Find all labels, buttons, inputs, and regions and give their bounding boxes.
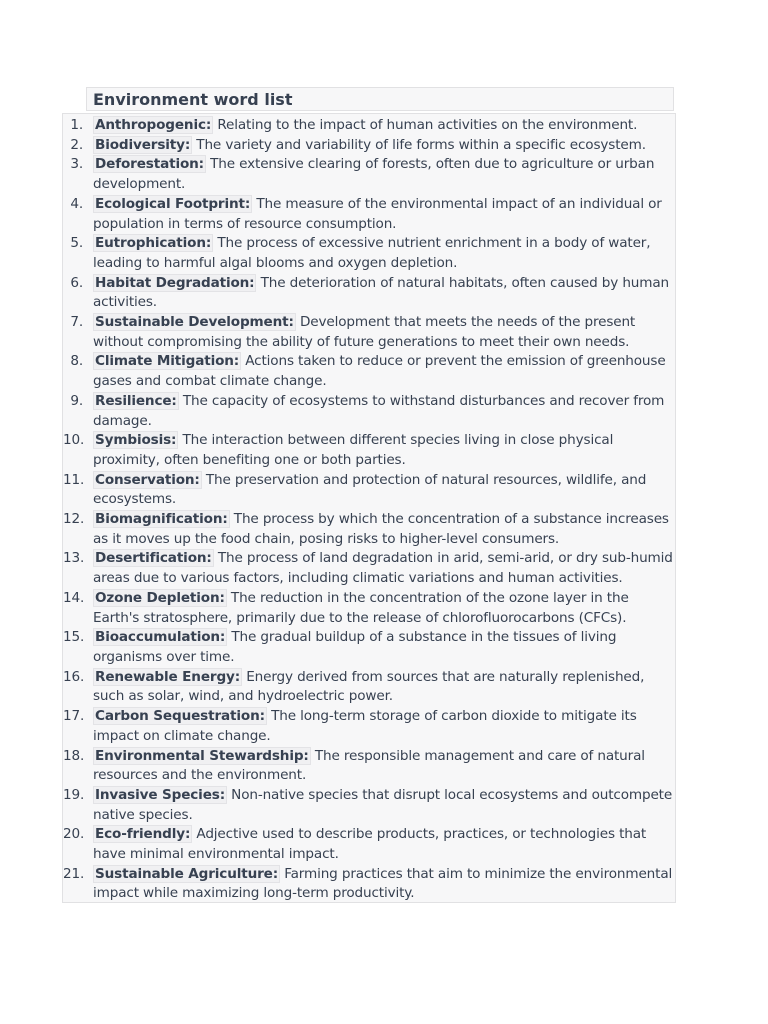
list-item: [63, 195, 675, 234]
item-number: 5.: [70, 235, 83, 252]
item-number: 21.: [63, 865, 85, 882]
item-number: 7.: [70, 314, 83, 331]
item-number: 6.: [70, 274, 83, 291]
item-number: 12.: [63, 511, 85, 528]
term-label: Climate Mitigation:: [95, 353, 240, 370]
list-item: [63, 352, 675, 391]
term-definition: The capacity of ecosystems to withstand disturbances and recover from damage.: [93, 392, 665, 429]
term-definition: The gradual buildup of a substance in the tissues of living organisms over time.: [93, 629, 617, 665]
item-number: 1.: [70, 117, 83, 133]
term-definition: The long-term storage of carbon dioxide to mitigate its impact on climate change.: [93, 708, 637, 744]
term-label: Renewable Energy:: [95, 668, 241, 685]
term-definition: The process of excessive nutrient enrichment in a body of water, leading to harmful algal blooms and oxygen depletion.: [93, 235, 651, 271]
term-definition: Energy derived from sources that are naturally replenished, such as solar, wind, and hydroelectric power.: [93, 668, 645, 705]
list-item: [63, 825, 675, 864]
list-item: [63, 313, 675, 352]
term-label: Environmental Stewardship:: [95, 747, 309, 764]
item-number: 14.: [63, 589, 85, 606]
term-definition: Adjective used to describe products, practices, or technologies that have minimal environmental impact.: [93, 826, 647, 863]
item-number: 15.: [63, 629, 85, 646]
term-label: Carbon Sequestration:: [95, 708, 265, 725]
item-number: 20.: [63, 826, 85, 843]
item-number: 3.: [70, 156, 83, 173]
item-number: 10.: [63, 432, 85, 449]
term-definition: The preservation and protection of natural resources, wildlife, and ecosystems.: [93, 471, 647, 508]
list-item: [63, 155, 675, 194]
list-item: [63, 234, 675, 273]
term-definition: The variety and variability of life forms within a specific ecosystem.: [192, 136, 646, 153]
term-label: Ecological Footprint:: [95, 195, 251, 212]
item-number: 4.: [70, 195, 83, 212]
term-label: Biomagnification:: [95, 511, 228, 528]
list-item: [63, 747, 675, 786]
item-number: 13.: [63, 550, 85, 567]
term-definition: The extensive clearing of forests, often due to agriculture or urban development.: [93, 156, 655, 193]
list-item: [63, 549, 675, 588]
term-label: Biodiversity:: [95, 136, 191, 153]
item-number: 2.: [70, 136, 83, 153]
term-label: Invasive Species:: [95, 786, 225, 803]
list-item: [63, 392, 675, 431]
term-label: Resilience:: [95, 392, 177, 409]
list-item: [63, 668, 675, 707]
term-label: Bioaccumulation:: [95, 629, 226, 646]
term-definition: The responsible management and care of natural resources and the environment.: [93, 747, 645, 784]
term-label: Sustainable Agriculture:: [95, 865, 279, 882]
item-number: 19.: [63, 786, 85, 803]
term-label: Ozone Depletion:: [95, 589, 225, 606]
list-item: [63, 510, 675, 549]
list-item: [63, 274, 675, 313]
term-label: Eco-friendly:: [95, 826, 191, 843]
term-definition: Relating to the impact of human activities on the environment.: [213, 117, 638, 133]
item-number: 8.: [70, 353, 83, 370]
list-item: [63, 628, 675, 667]
item-number: 9.: [70, 392, 83, 409]
term-definition: Actions taken to reduce or prevent the emission of greenhouse gases and combat climate change.: [93, 353, 666, 390]
term-label: Habitat Degradation:: [95, 274, 255, 291]
list-item: [63, 707, 675, 746]
word-list-box: [62, 113, 676, 903]
item-number: 11.: [63, 471, 85, 488]
list-item: [63, 116, 675, 136]
term-definition: The process by which the concentration of a substance increases as it moves up the food chain, posing risks to higher-level consumers.: [93, 511, 669, 547]
term-definition: Farming practices that aim to minimize the environmental impact while maximizing long-term productivity.: [93, 865, 673, 902]
term-definition: The process of land degradation in arid, semi-arid, or dry sub-humid areas due to various factors, including climatic variations and human activities.: [93, 550, 673, 587]
term-definition: The interaction between different species living in close physical proximity, often benefiting one or both parties.: [93, 432, 614, 468]
list-item: [63, 589, 675, 628]
list-item: [63, 471, 675, 510]
term-definition: The reduction in the concentration of the ozone layer in the Earth's stratosphere, primarily due to the release of chlorofluorocarbons (CFCs).: [93, 589, 629, 626]
list-item: [63, 431, 675, 470]
term-label: Eutrophication:: [95, 235, 212, 252]
item-number: 18.: [63, 747, 85, 764]
item-number: 17.: [63, 708, 85, 725]
term-definition: Non-native species that disrupt local ecosystems and outcompete native species.: [93, 786, 673, 823]
term-label: Anthropogenic:: [95, 117, 212, 133]
list-item: [63, 865, 675, 904]
page-title: Environment word list: [93, 90, 293, 109]
term-label: Conservation:: [95, 471, 200, 488]
list-item: [63, 136, 675, 156]
term-definition: Development that meets the needs of the present without compromising the ability of future generations to meet their own needs.: [93, 314, 636, 350]
term-label: Desertification:: [95, 550, 212, 567]
term-definition: The measure of the environmental impact of an individual or population in terms of resource consumption.: [93, 195, 662, 232]
term-label: Deforestation:: [95, 156, 204, 173]
word-list: [63, 116, 675, 904]
term-definition: The deterioration of natural habitats, often caused by human activities.: [93, 274, 670, 311]
item-number: 16.: [63, 668, 85, 685]
term-label: Symbiosis:: [95, 432, 177, 449]
list-item: [63, 786, 675, 825]
term-label: Sustainable Development:: [95, 314, 294, 331]
title-box: [86, 87, 674, 111]
